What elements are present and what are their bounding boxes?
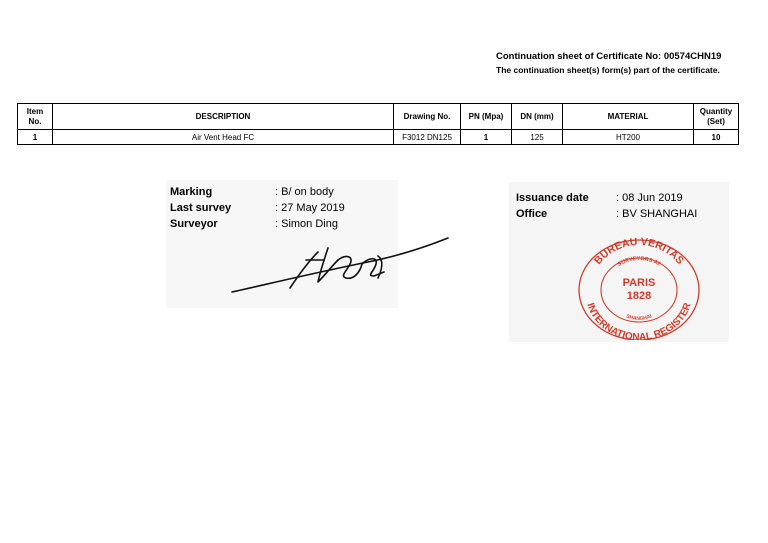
stamp-year: 1828 [626,290,652,302]
survey-details [170,184,345,232]
office-row [516,206,697,222]
col-material: MATERIAL [563,104,694,130]
office-value: : BV SHANGHAI [616,208,698,220]
cell-quantity: 10 [694,130,739,145]
stamp-city: PARIS [622,277,656,289]
cell-drawing-no: F3012 DN125 [394,130,461,145]
surveyor-label: Surveyor [170,218,218,230]
issuance-value: : 08 Jun 2019 [616,192,683,204]
col-item-no: Item No. [18,104,53,130]
surveyor-row [170,216,345,232]
last-survey-row [170,200,345,216]
stamp-top-arc: BUREAU VERITAS [592,236,687,267]
items-table [17,103,739,145]
cell-item-no: 1 [18,130,53,145]
stamp-inner-top: SURVEYORS AT [616,255,662,268]
certificate-header [496,50,736,77]
col-dn: DN (mm) [512,104,563,130]
cell-material: HT200 [563,130,694,145]
surveyor-value: : Simon Ding [275,218,338,230]
issuance-details [516,190,697,222]
continuation-title: Continuation sheet of Certificate No: 00574CHN19 [496,51,722,62]
stamp-bottom-arc: INTERNATIONAL REGISTER [584,301,694,340]
continuation-subtitle: The continuation sheet(s) form(s) part of the certificate. [496,65,720,75]
issuance-label: Issuance date [516,192,589,204]
marking-label: Marking [170,186,213,198]
col-quantity: Quantity (Set) [694,104,739,130]
stamp-inner-bottom: SHANGHAI [625,313,653,323]
signature-icon [228,232,452,298]
col-drawing-no: Drawing No. [394,104,461,130]
svg-text:BUREAU VERITAS [592,236,686,267]
col-description: DESCRIPTION [53,104,394,130]
marking-row [170,184,345,200]
last-survey-value: : 27 May 2019 [275,202,345,214]
cell-pn: 1 [461,130,512,145]
office-label: Office [516,208,548,220]
marking-value: : B/ on body [275,186,334,198]
svg-text:SURVEYORS AT [617,256,662,268]
table-row [18,130,739,145]
last-survey-label: Last survey [170,202,232,214]
cell-description: Air Vent Head FC [53,130,394,145]
cell-dn: 125 [512,130,563,145]
bureau-veritas-stamp-icon [576,236,702,340]
table-header-row [18,104,739,130]
col-pn: PN (Mpa) [461,104,512,130]
issuance-row [516,190,697,206]
